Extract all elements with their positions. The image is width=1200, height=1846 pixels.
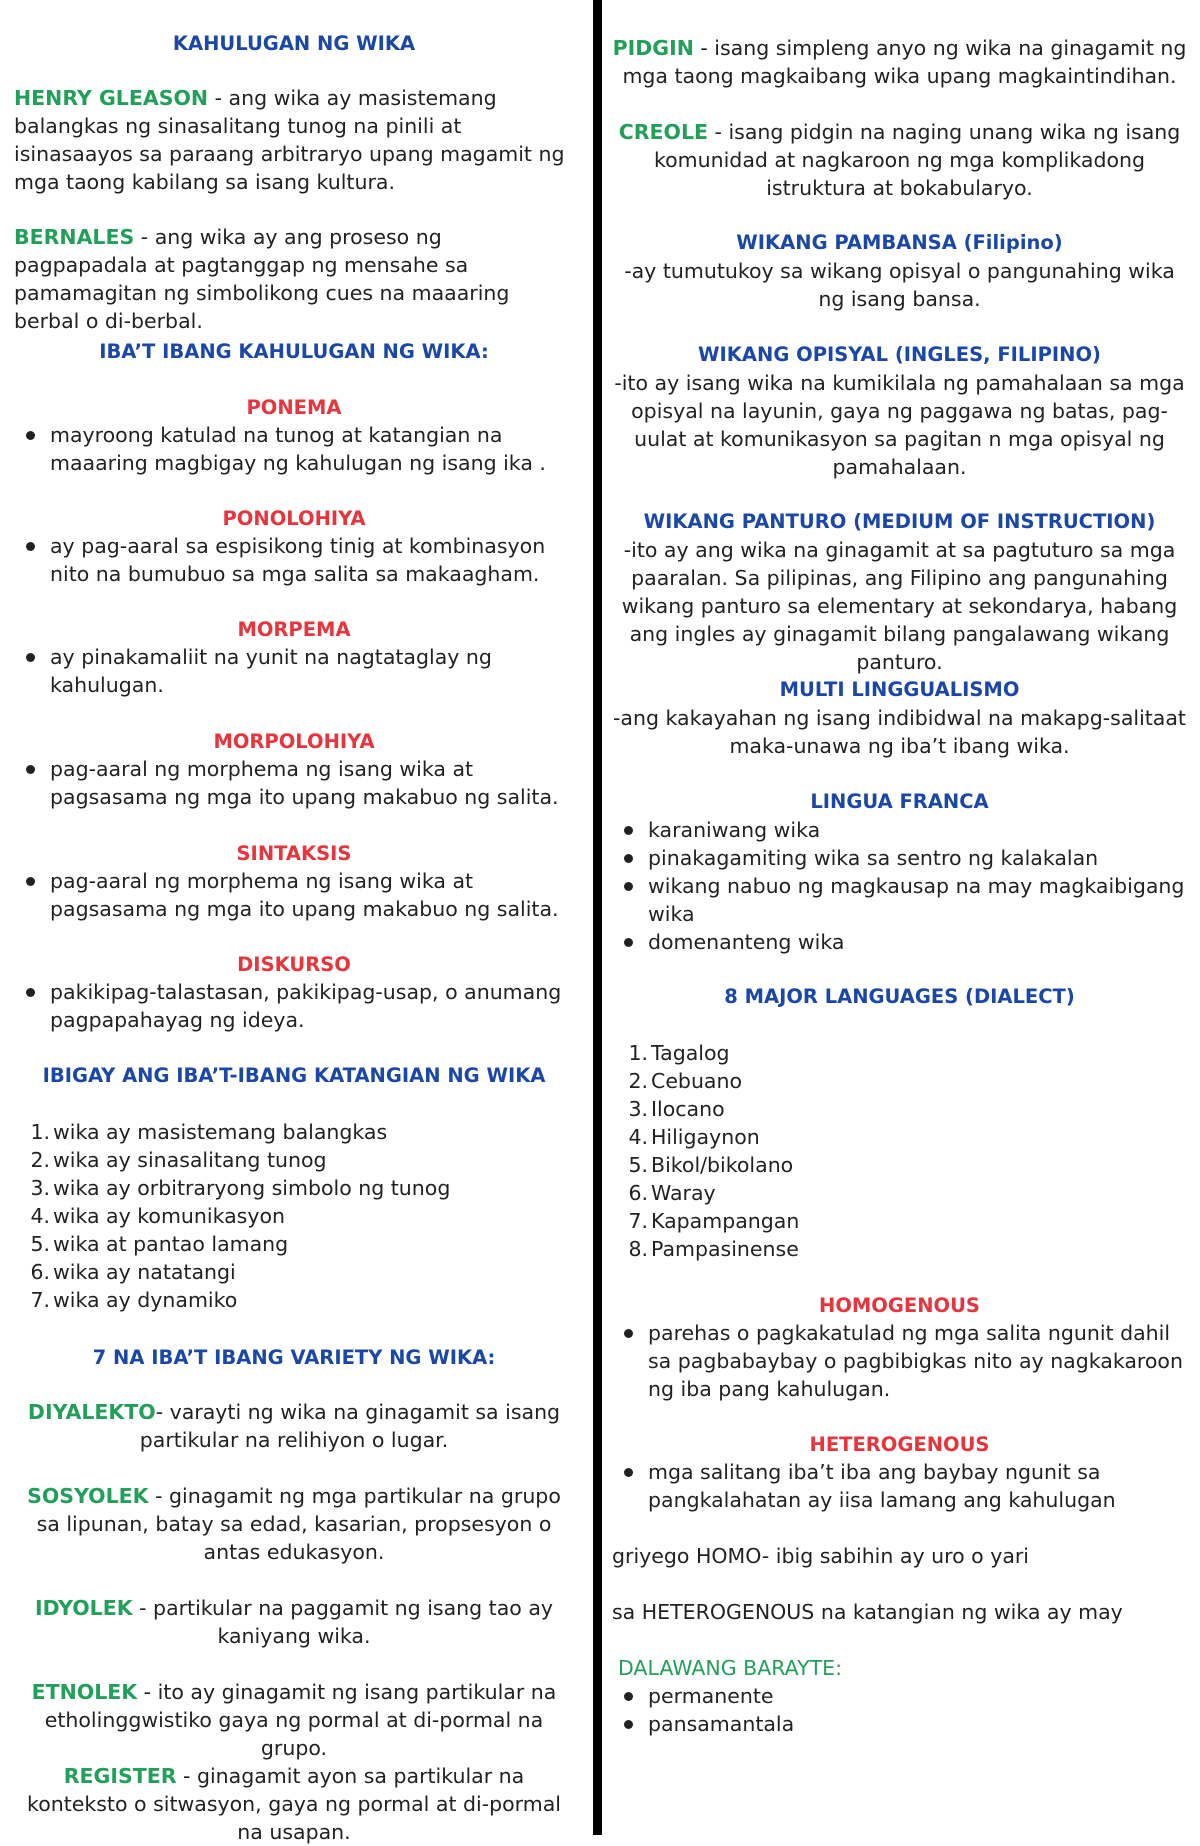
griyego-note: griyego HOMO- ibig sabihin ay uro o yari	[612, 1544, 1030, 1568]
variety-text: - varayti ng wika na ginagamit sa isang partikular na relihiyon o lugar.	[139, 1400, 561, 1452]
concept-title-morpolohiya: MORPOLOHIYA	[213, 730, 375, 753]
traits-heading: IBIGAY ANG IBA’T-IBANG KATANGIAN NG WIKA	[42, 1064, 546, 1087]
concept-text-morpolohiya: pag-aaral ng morphema ng isang wika at pagsasama ng mga ito upang makabuo ng salita.	[14, 755, 574, 811]
major-language-item: 1. Tagalog	[628, 1041, 730, 1065]
concept-text-morpema: ay pinakamaliit na yunit na nagtataglay ng kahulugan.	[14, 643, 574, 699]
opisyal-heading: WIKANG OPISYAL (INGLES, FILIPINO)	[698, 343, 1101, 366]
traits-list	[14, 1118, 574, 1314]
trait-item: 6. wika ay natatangi	[30, 1260, 236, 1284]
heterogenous-heading: HETEROGENOUS	[809, 1433, 990, 1456]
concept-list-ponolohiya	[14, 532, 574, 588]
variety-term: SOSYOLEK	[27, 1484, 149, 1508]
major-language-item: 2. Cebuano	[628, 1069, 743, 1093]
pambansa-text: -ay tumutukoy sa wikang opisyal o pangunahing wika ng isang bansa.	[624, 259, 1175, 311]
creole-term: CREOLE	[618, 120, 709, 144]
major-languages-list	[612, 1039, 1187, 1263]
varieties-heading: 7 NA IBA’T IBANG VARIETY NG WIKA:	[92, 1346, 496, 1369]
variety-text: - ito ay ginagamit ng isang partikular na etholinggwistiko gaya ng pormal at di-pormal na grupo.	[44, 1680, 557, 1760]
variety-term: ETNOLEK	[31, 1680, 138, 1704]
panturo-text: -ito ay ang wika na ginagamit at sa pagtuturo sa mga paaralan. Sa pilipinas, ang Filipino ang pangunahing wikang panturo sa elementary at sekondarya, habang ang ingles ay ginagamit bilang pangalawang wikang panturo.	[621, 538, 1178, 674]
multi-text: -ang kakayahan ng isang indibidwal na makapg-salitaat maka-unawa ng iba’t ibang wika.	[613, 706, 1186, 758]
variety-diyalekto	[14, 1398, 574, 1454]
opisyal-text: -ito ay isang wika na kumikilala ng pamahalaan sa mga opisyal na layunin, gaya ng paggawa ng batas, pag-uulat at komunikasyon sa pagitan n mga opisyal ng pamahalaan.	[614, 371, 1185, 479]
gleason-term: HENRY GLEASON	[14, 86, 209, 110]
variety-idyolek	[14, 1594, 574, 1650]
gleason-definition	[14, 84, 574, 196]
concept-title-sintaksis: SINTAKSIS	[236, 842, 352, 865]
major-language-item: 7. Kapampangan	[628, 1209, 800, 1233]
concept-title-diskurso: DISKURSO	[237, 953, 351, 976]
concept-list-sintaksis	[14, 867, 574, 923]
concept-text-ponema: mayroong katulad na tunog at katangian na maaaring magbigay ng kahulugan ng isang ika .	[14, 421, 574, 477]
homogenous-text: parehas o pagkakatulad ng mga salita ngunit dahil sa pagbabaybay o pagbibigkas nito ay nagkakaroon ng iba pang kahulugan.	[612, 1319, 1187, 1403]
trait-item: 5. wika at pantao lamang	[30, 1232, 289, 1256]
variety-sosyolek	[14, 1482, 574, 1566]
bernales-text: - ang wika ay ang proseso ng pagpapadala at pagtanggap ng mensahe sa pamamagitan ng simbolikong cues na maaaring berbal o di-berbal.	[14, 225, 510, 333]
variety-text: - partikular na paggamit ng isang tao ay kaniyang wika.	[132, 1596, 554, 1648]
pidgin-text: - isang simpleng anyo ng wika na ginagamit ng mga taong magkaibang wika upang magkaintindihan.	[622, 36, 1187, 88]
variety-text: - ginagamit ayon sa partikular na konteksto o sitwasyon, gaya ng pormal at di-pormal na usapan.	[27, 1764, 561, 1844]
major-languages-heading: 8 MAJOR LANGUAGES (DIALECT)	[724, 985, 1075, 1008]
major-language-item: 3. Ilocano	[628, 1097, 725, 1121]
concept-text-diskurso: pakikipag-talastasan, pakikipag-usap, o anumang pagpapahayag ng ideya.	[14, 978, 574, 1034]
meanings-heading: IBA’T IBANG KAHULUGAN NG WIKA:	[99, 340, 489, 363]
heterogenous-list	[612, 1458, 1187, 1514]
heterogenous-text: mga salitang iba’t iba ang baybay ngunit sa pangkalahatan ay iisa lamang ang kahulugan	[612, 1458, 1187, 1514]
heterogenous-note: sa HETEROGENOUS na katangian ng wika ay may	[612, 1600, 1123, 1624]
barayte-heading: DALAWANG BARAYTE:	[618, 1656, 842, 1680]
trait-item: 3. wika ay orbitraryong simbolo ng tunog	[30, 1176, 451, 1200]
trait-item: 2. wika ay sinasalitang tunog	[30, 1148, 327, 1172]
pambansa-heading: WIKANG PAMBANSA (Filipino)	[736, 231, 1063, 254]
homogenous-heading: HOMOGENOUS	[819, 1294, 980, 1317]
pidgin-term: PIDGIN	[612, 36, 694, 60]
trait-item: 7. wika ay dynamiko	[30, 1288, 238, 1312]
major-language-item: 6. Waray	[628, 1181, 716, 1205]
bernales-definition	[14, 223, 574, 335]
creole-text: - isang pidgin na naging unang wika ng isang komunidad at nagkaroon ng mga komplikadong istruktura at bokabularyo.	[653, 120, 1181, 200]
pidgin-definition	[612, 34, 1187, 90]
variety-term: REGISTER	[63, 1764, 177, 1788]
lingua-franca-item: karaniwang wika	[612, 816, 1187, 844]
concept-text-ponolohiya: ay pag-aaral sa espisikong tinig at kombinasyon nito na bumubuo sa mga salita sa makaagham.	[14, 532, 574, 588]
lingua-franca-item: pinakagamiting wika sa sentro ng kalakalan	[612, 844, 1187, 872]
variety-term: DIYALEKTO	[27, 1400, 156, 1424]
barayte-list	[612, 1682, 1187, 1738]
panturo-heading: WIKANG PANTURO (MEDIUM OF INSTRUCTION)	[643, 510, 1156, 533]
lingua-franca-item: domenanteng wika	[612, 928, 1187, 956]
concept-title-morpema: MORPEMA	[237, 618, 351, 641]
column-divider	[593, 0, 602, 1835]
variety-etnolek	[14, 1678, 574, 1762]
concept-title-ponolohiya: PONOLOHIYA	[222, 507, 366, 530]
creole-definition	[612, 118, 1187, 202]
bernales-term: BERNALES	[14, 225, 135, 249]
homogenous-list	[612, 1319, 1187, 1403]
barayte-item: permanente	[612, 1682, 1187, 1710]
variety-term: IDYOLEK	[34, 1596, 133, 1620]
page-title: KAHULUGAN NG WIKA	[172, 32, 416, 55]
variety-register	[14, 1762, 574, 1846]
concept-list-ponema	[14, 421, 574, 477]
trait-item: 1. wika ay masistemang balangkas	[30, 1120, 388, 1144]
multi-heading: MULTI LINGGUALISMO	[779, 678, 1020, 701]
barayte-item: pansamantala	[612, 1710, 1187, 1738]
concept-text-sintaksis: pag-aaral ng morphema ng isang wika at pagsasama ng mga ito upang makabuo ng salita.	[14, 867, 574, 923]
concept-list-morpema	[14, 643, 574, 699]
concept-list-diskurso	[14, 978, 574, 1034]
lingua-franca-item: wikang nabuo ng magkausap na may magkaibigang wika	[612, 872, 1187, 928]
concept-list-morpolohiya	[14, 755, 574, 811]
concept-title-ponema: PONEMA	[246, 396, 342, 419]
major-language-item: 8. Pampasinense	[628, 1237, 799, 1261]
variety-text: - ginagamit ng mga partikular na grupo sa lipunan, batay sa edad, kasarian, propsesyon o antas edukasyon.	[36, 1484, 561, 1564]
major-language-item: 5. Bikol/bikolano	[628, 1153, 794, 1177]
lingua-franca-heading: LINGUA FRANCA	[810, 790, 989, 813]
trait-item: 4. wika ay komunikasyon	[30, 1204, 286, 1228]
lingua-franca-list	[612, 816, 1187, 956]
gleason-text: - ang wika ay masistemang balangkas ng sinasalitang tunog na pinili at isinasaayos sa paraang arbitraryo upang magamit ng mga taong kabilang sa isang kultura.	[14, 86, 565, 194]
major-language-item: 4. Hiligaynon	[628, 1125, 760, 1149]
